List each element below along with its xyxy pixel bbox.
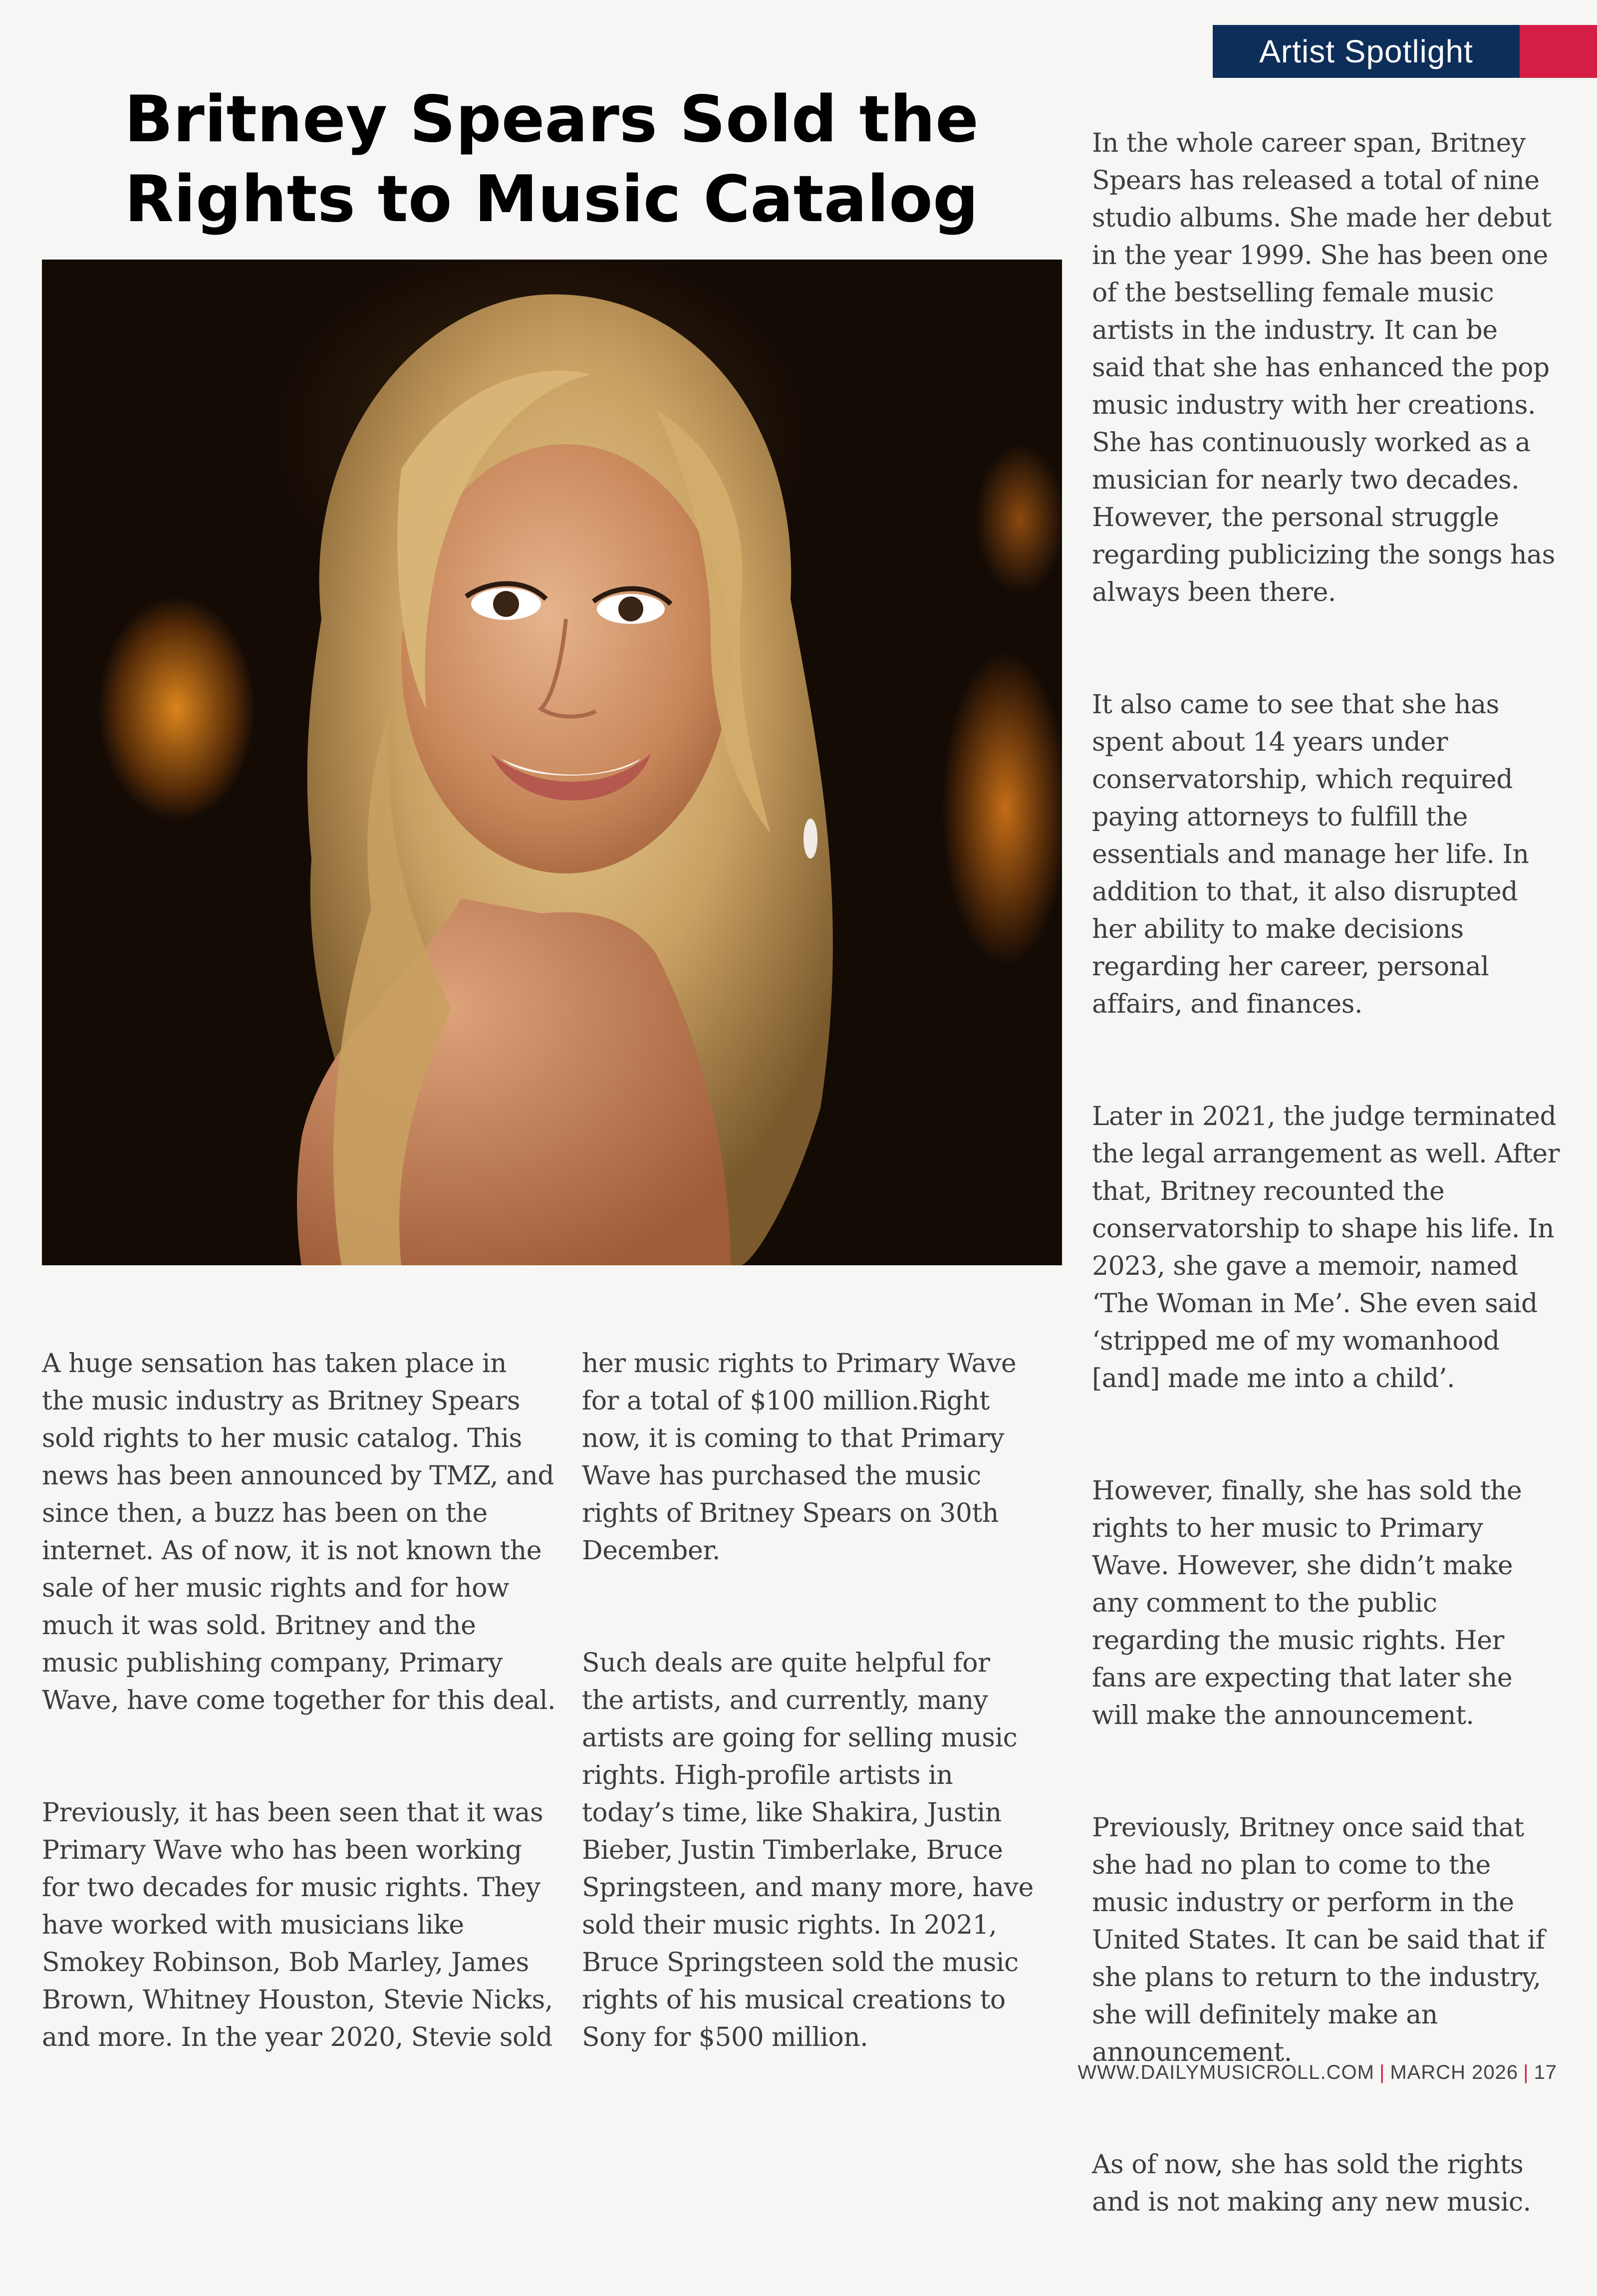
right-column-paragraph: However, finally, she has sold the rights to her music to Primary Wave. However, she didn’t make any comment to the public regarding the music rights. Her fans are expecting that later she will make the announcement. — [1092, 1476, 1522, 1730]
left-column-paragraph: Previously, it has been seen that it was Primary Wave who has been working for two decades for music rights. They have worked with musicians like Smokey Robinson, Bob Marley, James Brown, Whitney Houston, Stevie Nicks, and more. In the year 2020, Stevie sold — [42, 1798, 553, 2052]
footer-date: MARCH 2026 — [1390, 2061, 1519, 2083]
section-tag-accent — [1520, 25, 1597, 78]
footer-separator: | — [1523, 2061, 1529, 2083]
article-title: Britney Spears Sold the Rights to Music Catalog — [124, 82, 979, 237]
left-column-paragraph: A huge sensation has taken place in the music industry as Britney Spears sold rights to her music catalog. This news has been announced by TMZ, and since then, a buzz has been on the internet. As of now, it is not known the sale of her music rights and for how much it was sold. Britney and the music publishing company, Primary Wave, have come together for this deal. — [42, 1349, 556, 1716]
page-number: 17 — [1534, 2061, 1557, 2083]
middle-column — [582, 1308, 1071, 2131]
page-footer — [1077, 2061, 1557, 2084]
middle-column-paragraph: her music rights to Primary Wave for a total of $100 million.Right now, it is coming to that Primary Wave has purchased the music rights of Britney Spears on 30th December. — [582, 1349, 1017, 1566]
right-column-paragraph: Later in 2021, the judge terminated the legal arrangement as well. After that, Britney recounted the conservatorship to shape his life. In 2023, she gave a memoir, named ‘The Woman in Me’. She even said ‘stripped me of my womanhood [and] made me into a child’. — [1092, 1102, 1560, 1394]
right-column-paragraph: As of now, she has sold the rights and is not making any new music. — [1092, 2150, 1531, 2217]
right-column-paragraph: It also came to see that she has spent about 14 years under conservatorship, which required paying attorneys to fulfill the essentials and manage her life. In addition to that, it also disrupted her ability to make decisions regarding her career, personal affairs, and finances. — [1092, 690, 1529, 1019]
section-tag: Artist Spotlight — [1213, 25, 1520, 78]
middle-column-paragraph: Such deals are quite helpful for the artists, and currently, many artists are going for selling music rights. High-profile artists in today’s time, like Shakira, Justin Bieber, Justin Timberlake, Bruce Springsteen, and many more, have sold their music rights. In 2021, Bruce Springsteen sold the music rights of his musical creations to Sony for $500 million. — [582, 1648, 1034, 2052]
portrait-photo-icon — [42, 260, 1062, 1265]
footer-separator: | — [1379, 2061, 1385, 2083]
article-photo — [42, 260, 1062, 1265]
footer-website-link[interactable]: WWW.DAILYMUSICROLL.COM — [1077, 2061, 1374, 2083]
left-column — [42, 1308, 556, 2131]
right-column-paragraph: Previously, Britney once said that she had no plan to come to the music industry or perform in the United States. It can be said that if she plans to return to the industry, she will definitely make an announcement. — [1092, 1813, 1545, 2067]
right-column-paragraph: In the whole career span, Britney Spears has released a total of nine studio albums. She made her debut in the year 1999. She has been one of the bestselling female music artists in the industry. It can be said that she has enhanced the pop music industry with her creations. She has continuously worked as a musician for nearly two decades. However, the personal struggle regarding publicizing the songs has always been there. — [1092, 128, 1555, 607]
right-column — [1092, 87, 1561, 2296]
